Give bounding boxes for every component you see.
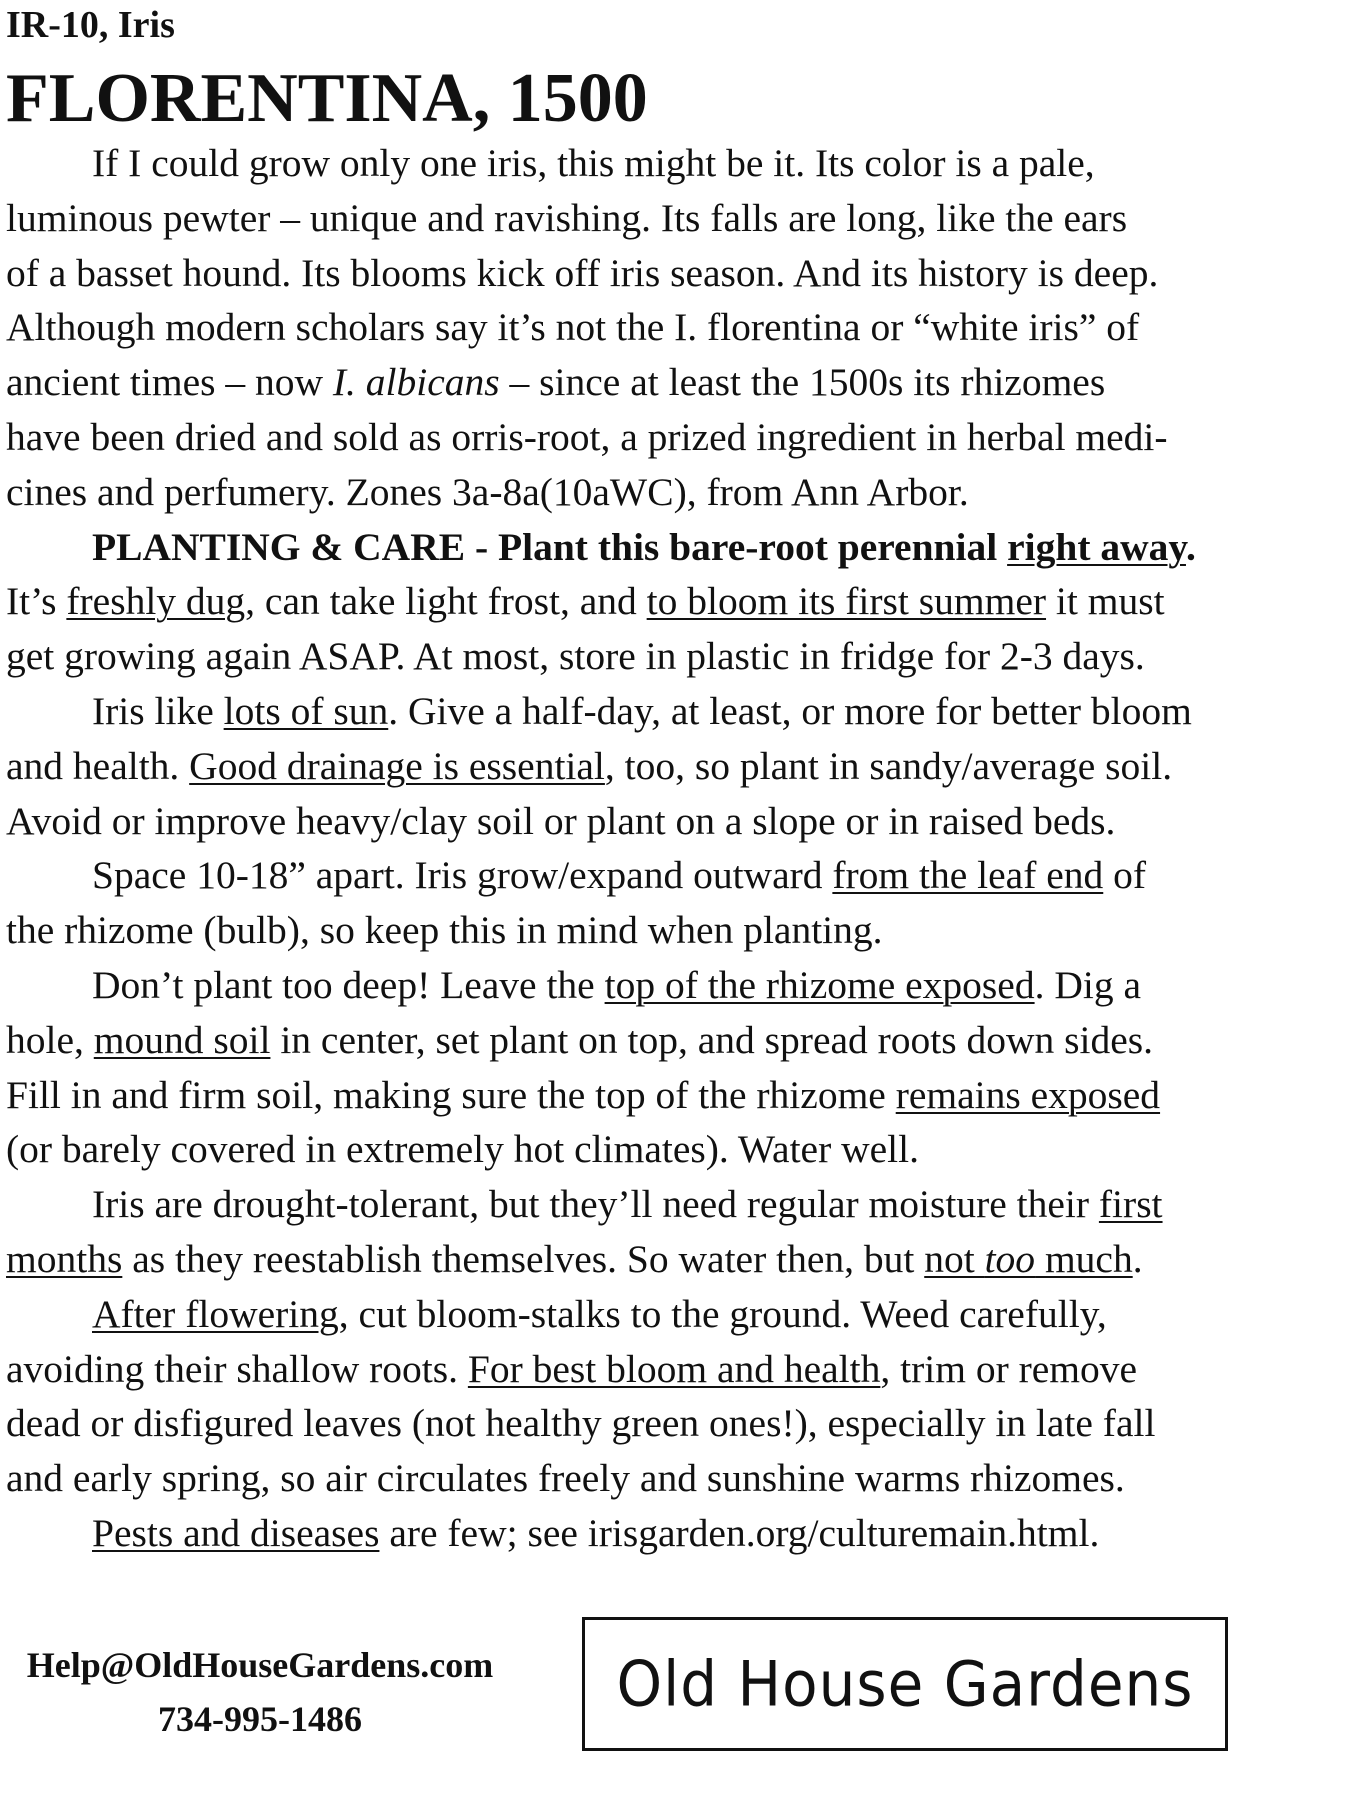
text-line: Iris like lots of sun. Give a half-day, at least, or more for better bloom xyxy=(92,688,1192,733)
text-line: the rhizome (bulb), so keep this in mind when planting. xyxy=(6,908,883,953)
text-line: Fill in and firm soil, making sure the top of the rhizome remains exposed xyxy=(6,1072,1161,1117)
text-line: After flowering, cut bloom-stalks to the ground. Weed carefully, xyxy=(92,1291,1107,1336)
text-line: months as they reestablish themselves. So water then, but not too much. xyxy=(6,1236,1143,1281)
contact-info xyxy=(0,1638,520,1746)
text-line: Avoid or improve heavy/clay soil or plant on a slope or in raised beds. xyxy=(6,798,1116,843)
brand-logo xyxy=(582,1617,1228,1751)
text-line: ancient times – now I. albicans – since at least the 1500s its rhizomes xyxy=(6,360,1106,405)
text-line: avoiding their shallow roots. For best bloom and health, trim or remove xyxy=(6,1346,1138,1391)
text-line: Iris are drought-tolerant, but they’ll need regular moisture their first xyxy=(92,1182,1163,1227)
description-text xyxy=(6,136,1350,1561)
text-line: hole, mound soil in center, set plant on top, and spread roots down sides. xyxy=(6,1017,1154,1062)
text-line: cines and perfumery. Zones 3a-8a(10aWC), from Ann Arbor. xyxy=(6,469,969,514)
text-line: get growing again ASAP. At most, store in plastic in fridge for 2-3 days. xyxy=(6,634,1145,679)
logo-text: Old House Gardens xyxy=(616,1647,1194,1721)
text-line: dead or disfigured leaves (not healthy green ones!), especially in late fall xyxy=(6,1401,1156,1446)
text-line: Space 10-18” apart. Iris grow/expand outward from the leaf end of xyxy=(92,853,1147,898)
text-line: of a basset hound. Its blooms kick off iris season. And its history is deep. xyxy=(6,250,1159,295)
species-name: I. albicans xyxy=(332,360,500,405)
text-line: have been dried and sold as orris-root, a prized ingredient in herbal medi- xyxy=(6,414,1168,459)
text-line: luminous pewter – unique and ravishing. Its falls are long, like the ears xyxy=(6,195,1128,240)
text-line: It’s freshly dug, can take light frost, and to bloom its first summer it must xyxy=(6,579,1165,624)
text-line: and health. Good drainage is essential, too, so plant in sandy/average soil. xyxy=(6,743,1173,788)
text-line: and early spring, so air circulates freely and sunshine warms rhizomes. xyxy=(6,1456,1125,1501)
text-line: If I could grow only one iris, this might be it. Its color is a pale, xyxy=(92,141,1095,185)
text-line: Pests and diseases are few; see irisgarden.org/culturemain.html. xyxy=(92,1510,1100,1555)
text-line: (or barely covered in extremely hot climates). Water well. xyxy=(6,1127,919,1172)
planting-care-heading: PLANTING & CARE - Plant this bare-root perennial right away. xyxy=(92,524,1196,569)
contact-phone: 734-995-1486 xyxy=(158,1699,362,1739)
contact-email[interactable]: Help@OldHouseGardens.com xyxy=(26,1645,494,1685)
product-code: IR-10, Iris xyxy=(6,4,175,46)
product-title: FLORENTINA, 1500 xyxy=(6,60,648,137)
text-line: Don’t plant too deep! Leave the top of the rhizome exposed. Dig a xyxy=(92,962,1142,1007)
text-line: Although modern scholars say it’s not the I. florentina or “white iris” of xyxy=(6,305,1140,350)
